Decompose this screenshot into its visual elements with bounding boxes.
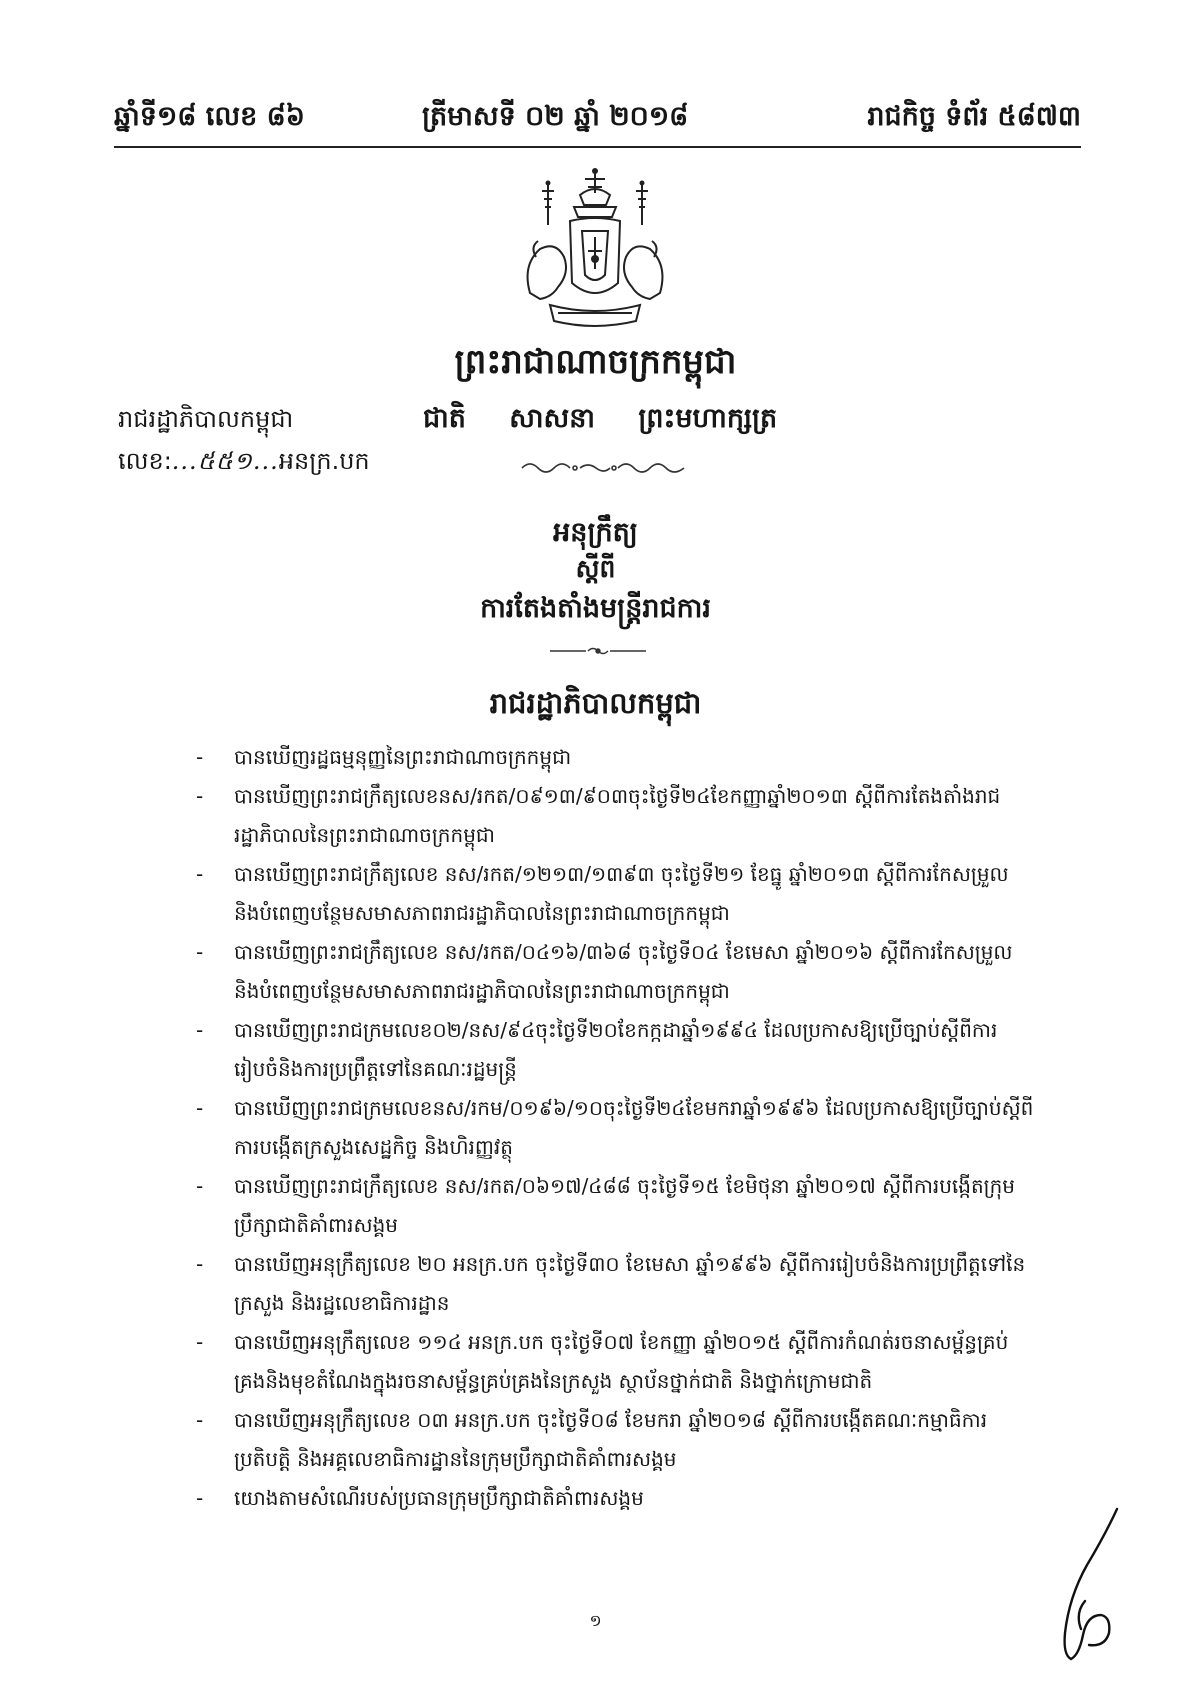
national-motto	[423, 402, 811, 441]
gazette-header	[114, 100, 1081, 144]
list-item: - បានឃើញព្រះរាជក្រមលេខ០២/នស/៩៤ចុះថ្ងៃទី២០ខែកក្កដាឆ្នាំ១៩៩៤ ដែលប្រកាសឱ្យប្រើច្បាប់ស្តីពីការរៀបចំនិងការប្រព្រឹត្តទៅនៃគណៈរដ្ឋមន្ត្រី	[196, 1011, 1036, 1089]
list-item: - បានឃើញអនុក្រឹត្យលេខ ០៣ អនក្រ.បក ចុះថ្ងៃទី០៨ ខែមករា ឆ្នាំ២០១៨ ស្តីពីការបង្កើតគណៈកម្មាធិការប្រតិបត្តិ និងអគ្គលេខាធិការដ្ឋាននៃក្រុមប្រឹក្សាជាតិគាំពារសង្គម	[196, 1401, 1036, 1479]
motto-nation: ជាតិ	[423, 403, 466, 434]
list-item: - បានឃើញព្រះរាជក្រឹត្យលេខ នស/រកត/១២១៣/១៣៩៣ ចុះថ្ងៃទី២១ ខែធ្នូ ឆ្នាំ២០១៣ ស្តីពីការកែសម្រួល និងបំពេញបន្ថែមសមាសភាពរាជរដ្ឋាភិបាលនៃព្រះរាជាណាចក្រកម្ពុជា	[196, 855, 1036, 933]
reference-handwritten-number: ...៥៥១...	[171, 447, 279, 475]
decree-about: ស្តីពី	[575, 554, 616, 583]
gazette-quarter: ត្រីមាសទី ០២ ឆ្នាំ ២០១៨	[422, 101, 689, 132]
gazette-page: រាជកិច្ច ទំព័រ ៥៨៧៣	[867, 101, 1081, 132]
page-number: ១	[589, 1611, 602, 1630]
reference-number	[118, 446, 370, 481]
ornament-divider-icon	[518, 456, 688, 478]
motto-religion: សាសនា	[509, 403, 595, 434]
issuing-government: រាជរដ្ឋាភិបាលកម្ពុជា	[118, 405, 294, 433]
reference-label: លេខ:	[118, 447, 172, 475]
list-item: - យោងតាមសំណើរបស់ប្រធានក្រុមប្រឹក្សាជាតិគាំពារសង្គម	[196, 1479, 1036, 1518]
header-divider	[114, 146, 1081, 148]
title-ornament-icon	[548, 644, 648, 658]
reference-code: អនក្រ.បក	[278, 447, 370, 475]
list-item: - បានឃើញរដ្ឋធម្មនុញ្ញនៃព្រះរាជាណាចក្រកម្ពុជា	[196, 738, 1036, 777]
list-item: - បានឃើញព្រះរាជក្រឹត្យលេខ នស/រកត/០៤១៦/៣៦៨ ចុះថ្ងៃទី០៤ ខែមេសា ឆ្នាំ២០១៦ ស្តីពីការកែសម្រួល និងបំពេញបន្ថែមសមាសភាពរាជរដ្ឋាភិបាលនៃព្រះរាជាណាចក្រកម្ពុជា	[196, 933, 1036, 1011]
list-item: - បានឃើញអនុក្រឹត្យលេខ ១១៤ អនក្រ.បក ចុះថ្ងៃទី០៧ ខែកញ្ញា ឆ្នាំ២០១៥ ស្តីពីការកំណត់រចនាសម្ព័ន្ធគ្រប់គ្រងនិងមុខតំណែងក្នុងរចនាសម្ព័ន្ធគ្រប់គ្រងនៃក្រសួង ស្ថាប័នថ្នាក់ជាតិ និងថ្នាក់ក្រោមជាតិ	[196, 1323, 1036, 1401]
preamble-list	[196, 738, 1036, 1518]
kingdom-title: ព្រះរាជាណាចក្រកម្ពុជា	[454, 342, 737, 382]
list-item: - បានឃើញព្រះរាជក្រឹត្យលេខនស/រកត/០៩១៣/៩០៣ចុះថ្ងៃទី២៤ខែកញ្ញាឆ្នាំ២០១៣ ស្តីពីការតែងតាំងរាជរដ្ឋាភិបាលនៃព្រះរាជាណាចក្រកម្ពុជា	[196, 777, 1036, 855]
list-item: - បានឃើញព្រះរាជក្រមលេខនស/រកម/០១៩៦/១០ចុះថ្ងៃទី២៤ខែមករាឆ្នាំ១៩៩៦ ដែលប្រកាសឱ្យប្រើច្បាប់ស្តីពីការបង្កើតក្រសួងសេដ្ឋកិច្ច និងហិរញ្ញវត្ថុ	[196, 1089, 1036, 1167]
decree-subject: ការតែងតាំងមន្ត្រីរាជការ	[480, 593, 711, 624]
decree-type: អនុក្រឹត្យ	[553, 517, 638, 548]
signature-icon	[1025, 1505, 1135, 1665]
motto-king: ព្រះមហាក្សត្រ	[638, 403, 778, 434]
list-item: - បានឃើញអនុក្រឹត្យលេខ ២០ អនក្រ.បក ចុះថ្ងៃទី៣០ ខែមេសា ឆ្នាំ១៩៩៦ ស្តីពីការរៀបចំនិងការប្រព្រឹត្តទៅនៃក្រសួង និងរដ្ឋលេខាធិការដ្ឋាន	[196, 1245, 1036, 1323]
list-item: - បានឃើញព្រះរាជក្រឹត្យលេខ នស/រកត/០៦១៧/៤៨៨ ចុះថ្ងៃទី១៥ ខែមិថុនា ឆ្នាំ២០១៧ ស្តីពីការបង្កើតក្រុមប្រឹក្សាជាតិគាំពារសង្គម	[196, 1167, 1036, 1245]
issuer-heading: រាជរដ្ឋាភិបាលកម្ពុជា	[489, 686, 702, 720]
royal-coat-of-arms-icon	[500, 165, 690, 335]
gazette-year-issue: ឆ្នាំទី១៨ លេខ ៨៦	[114, 101, 305, 132]
